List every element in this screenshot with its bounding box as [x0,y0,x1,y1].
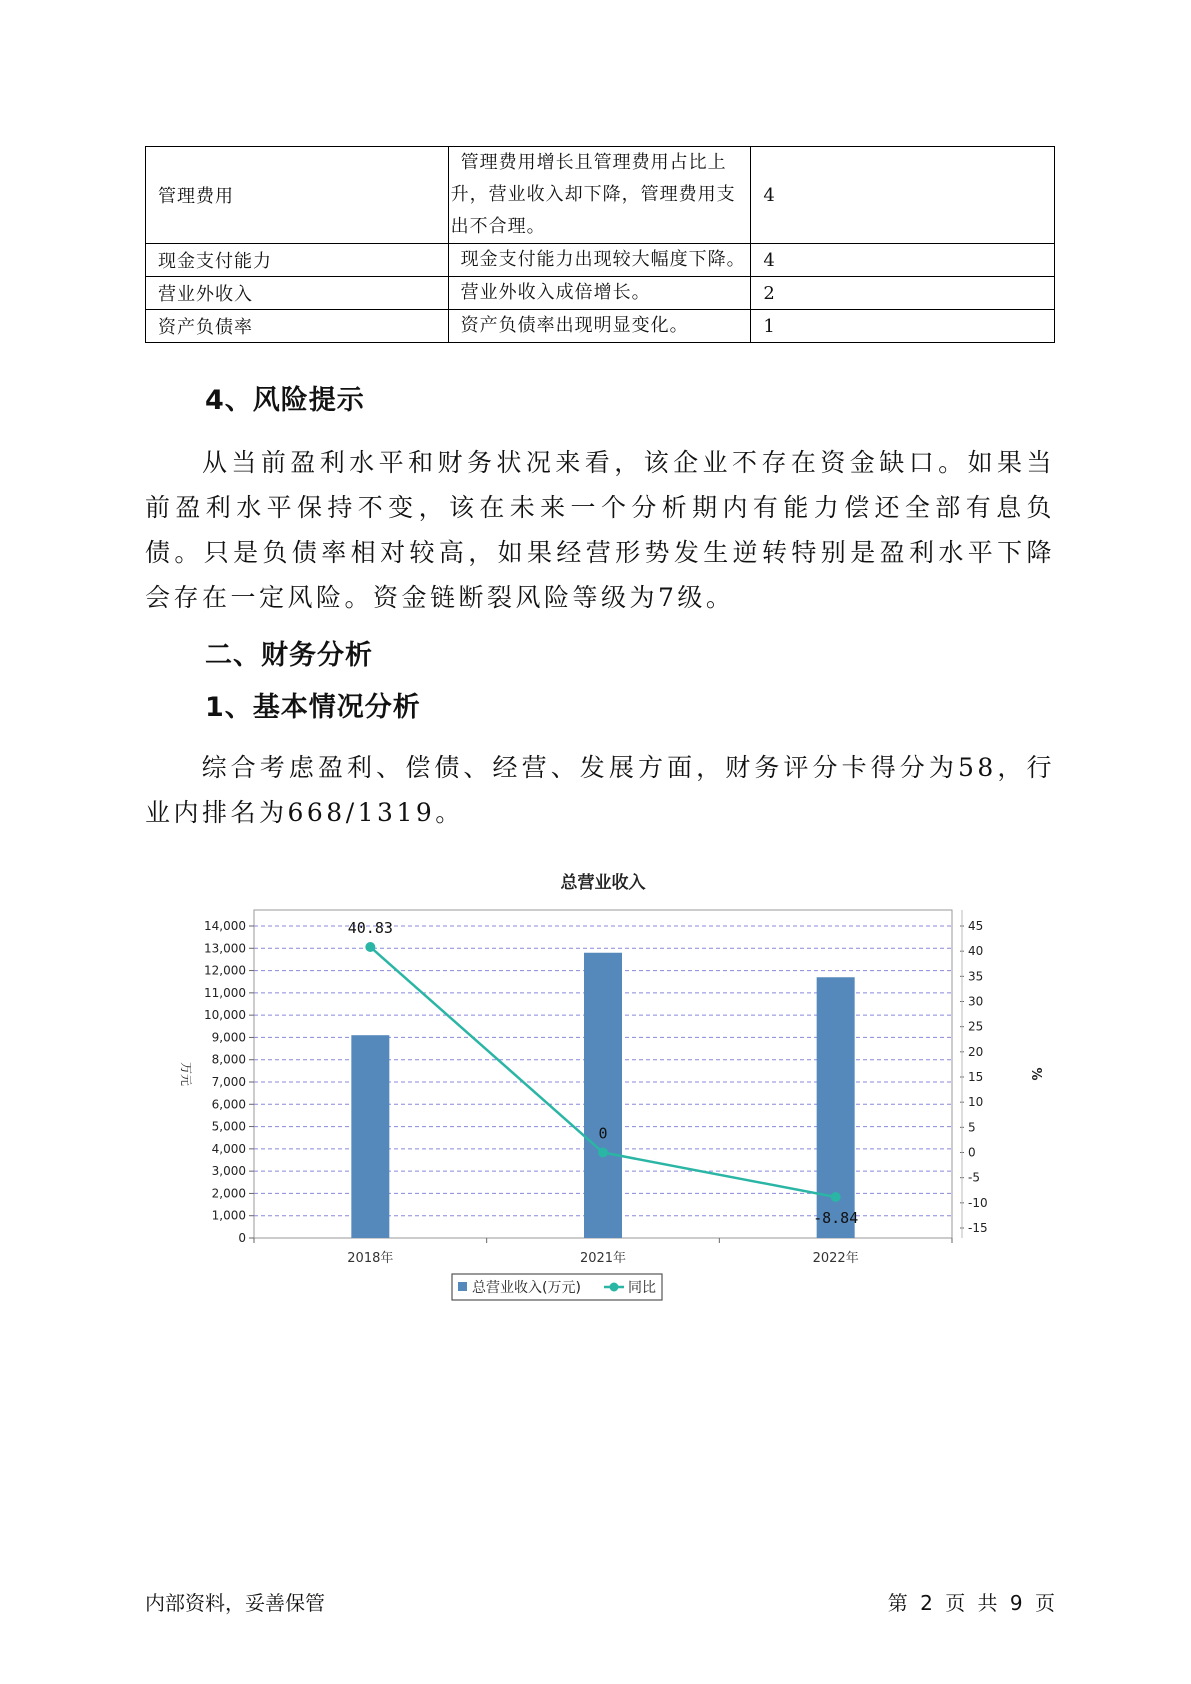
y2-tick-label: 10 [968,1095,984,1110]
risk-paragraph-text: 从当前盈利水平和财务状况来看，该企业不存在资金缺口。如果当前盈利水平保持不变，该在未来一个分析期内有能力偿还全部有息负债。只是负债率相对较高，如果经营形势发生逆转特别是盈利水平下降会存在一定风险。资金链断裂风险等级为7级。 [145,448,1055,612]
indicator-cell: 资产负债率 [146,310,449,343]
y-tick-label: 5,000 [211,1119,246,1134]
score-cell: 4 [751,244,1055,277]
table-row [146,310,1055,343]
y2-tick-label: 40 [968,944,984,959]
indicator-cell: 管理费用 [146,147,449,244]
y2-tick-label: 45 [968,919,984,933]
basic-heading: 1、基本情况分析 [205,692,421,723]
x-tick-label: 2021年 [579,1251,627,1266]
table-row [146,244,1055,277]
y-tick-label: 8,000 [211,1052,246,1067]
y-tick-label: 12,000 [204,963,246,978]
description-cell: 管理费用增长且管理费用占比上升，营业收入却下降，管理费用支出不合理。 [448,147,751,244]
table-row [146,277,1055,310]
y-tick-label: 7,000 [211,1075,246,1089]
revenue-chart [170,860,1050,1320]
legend-line-marker [610,1283,619,1292]
y2-tick-label: -10 [968,1195,988,1210]
y-tick-label: 0 [238,1231,246,1245]
chart-title: 总营业收入 [560,873,646,893]
revenue-bar [351,1035,389,1238]
y-tick-label: 14,000 [204,919,246,933]
yoy-point [831,1192,841,1202]
legend-bar-swatch [458,1282,467,1291]
indicator-cell: 现金支付能力 [146,244,449,277]
y2-axis-label: % [1028,1067,1043,1081]
yoy-data-label: 0 [598,1124,608,1143]
y-axis-label: 万元 [179,1061,193,1087]
description-cell: 资产负债率出现明显变化。 [448,310,751,343]
description-cell: 营业外收入成倍增长。 [448,277,751,310]
y-tick-label: 1,000 [211,1208,246,1223]
score-cell: 2 [751,277,1055,310]
table-row [146,147,1055,244]
basic-paragraph [145,745,1055,835]
yoy-point [598,1148,608,1158]
x-tick-label: 2022年 [812,1251,859,1266]
y2-tick-label: -5 [968,1170,980,1185]
y2-tick-label: 5 [968,1120,976,1135]
score-cell: 1 [751,310,1055,343]
y-tick-label: 10,000 [204,1008,246,1023]
indicator-cell: 营业外收入 [146,277,449,310]
yoy-data-label: -8.84 [813,1208,859,1227]
y-tick-label: 11,000 [204,985,246,1000]
footer-page-number: 第 2 页 共 9 页 [887,1591,1055,1615]
y2-tick-label: -15 [968,1221,988,1235]
y-tick-label: 9,000 [211,1030,246,1045]
legend-line-label: 同比 [628,1280,656,1296]
legend-bar-label: 总营业收入(万元) [472,1280,581,1296]
basic-paragraph-text: 综合考虑盈利、偿债、经营、发展方面，财务评分卡得分为58，行业内排名为668/1319。 [145,753,1055,827]
description-cell: 现金支付能力出现较大幅度下降。 [448,244,751,277]
y2-tick-label: 20 [968,1044,984,1059]
y-tick-label: 6,000 [211,1097,246,1112]
y-tick-label: 13,000 [204,941,246,956]
y2-tick-label: 25 [968,1019,984,1034]
risk-heading: 4、风险提示 [205,385,365,416]
y-tick-label: 3,000 [211,1164,246,1179]
risk-indicator-table [145,146,1055,343]
score-cell: 4 [751,147,1055,244]
finance-heading: 二、财务分析 [205,640,373,671]
yoy-point [365,942,375,952]
risk-paragraph [145,440,1055,620]
x-tick-label: 2018年 [347,1251,394,1266]
footer-confidential: 内部资料，妥善保管 [145,1591,325,1615]
y2-tick-label: 15 [968,1070,984,1084]
y2-tick-label: 0 [968,1145,976,1160]
y-tick-label: 2,000 [211,1186,246,1201]
y2-tick-label: 35 [968,969,984,984]
y2-tick-label: 30 [968,994,984,1009]
yoy-data-label: 40.83 [347,918,393,937]
y-tick-label: 4,000 [211,1141,246,1156]
revenue-bar [584,953,622,1238]
